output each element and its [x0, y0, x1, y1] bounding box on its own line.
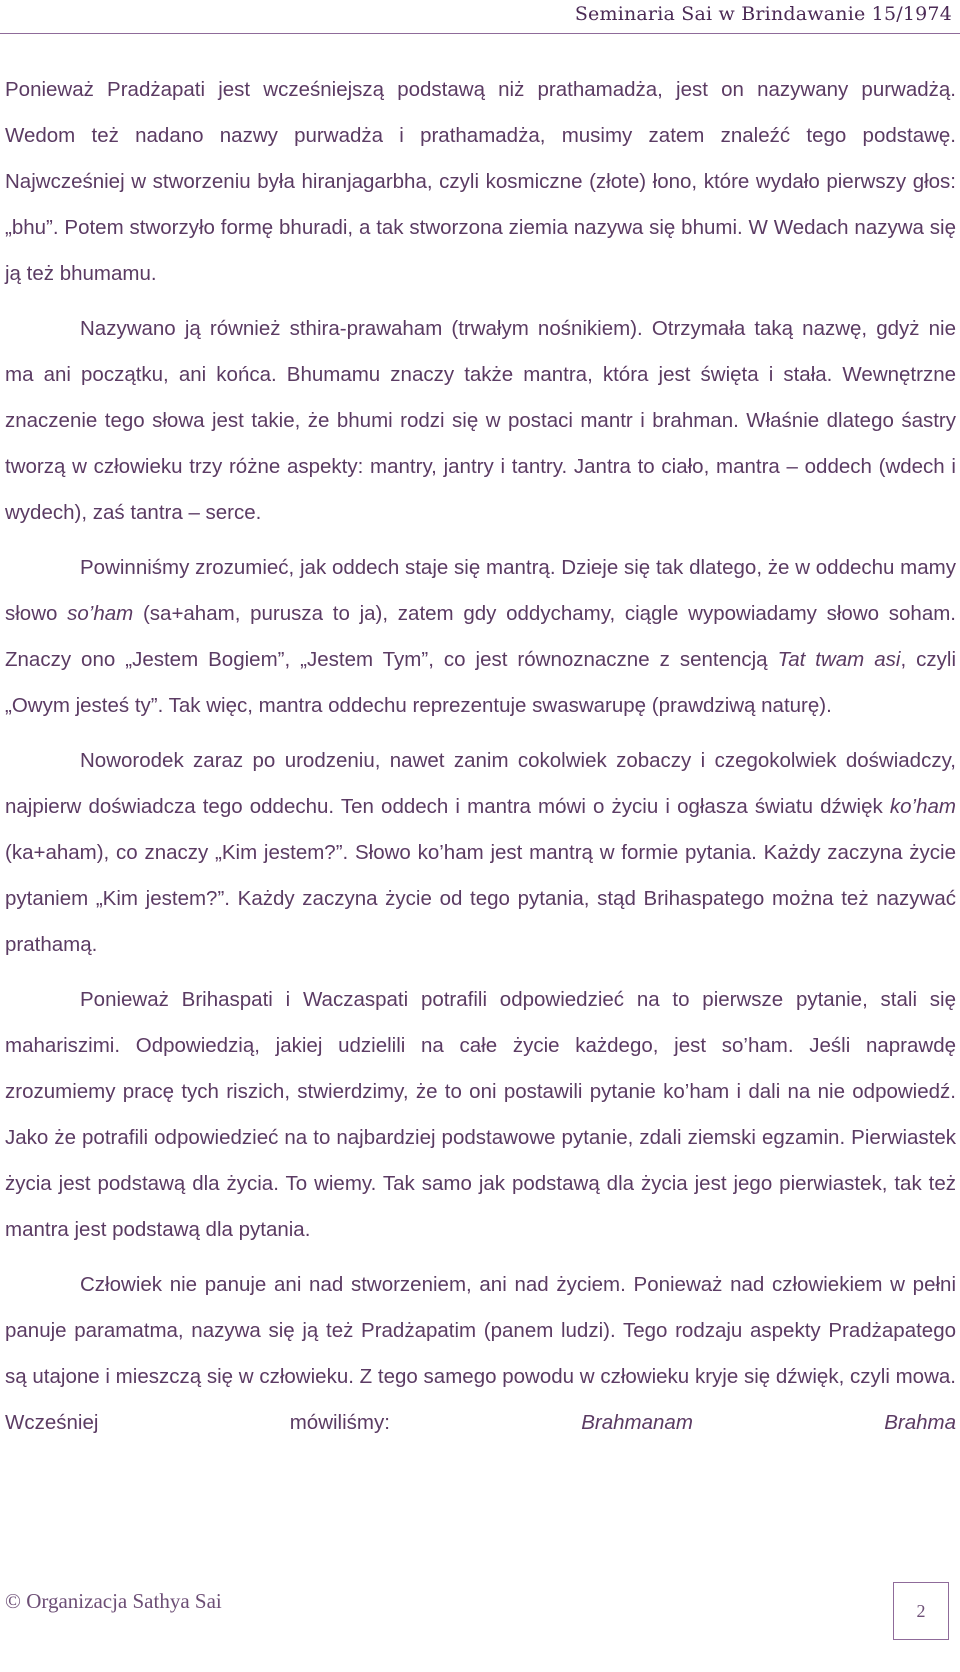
paragraph-3-italic: Tat twam asi: [777, 648, 901, 671]
paragraph-4: [5, 738, 956, 968]
paragraph-2: Nazywano ją również sthira-prawaham (trwałym nośnikiem). Otrzymała taką nazwę, gdyż nie ma ani początku, ani końca. Bhumamu znaczy także mantra, która jest święta i stała. Wewnętrzne znaczenie tego słowa jest takie, że bhumi rodzi się w postaci mantr i brahman. Właśnie dlatego śastry tworzą w człowieku trzy różne aspekty: mantry, jantry i tantry. Jantra to ciało, mantra – oddech (wdech i wydech), zaś tantra – serce.: [5, 317, 956, 524]
paragraph-4-italic: ko’ham: [889, 795, 956, 818]
paragraph-3-text: , czyli „Owym jesteś ty”. Tak więc, mantra oddechu reprezentuje swaswarupę (prawdziwą naturę).: [5, 648, 956, 717]
footer-copyright: © Organizacja Sathya Sai: [5, 1589, 222, 1613]
paragraph-3: [5, 545, 956, 729]
header-divider: [0, 33, 960, 34]
page-number-box: [893, 1582, 949, 1640]
paragraph-1: Ponieważ Pradżapati jest wcześniejszą podstawą niż prathamadża, jest on nazywany purwadżą. Wedom też nadano nazwy purwadża i prathamadża, musimy zatem znaleźć tego podstawę. Najwcześniej w stworzeniu była hiranjagarbha, czyli kosmiczne (złote) łono, które wydało pierwszy głos: „bhu”. Potem stworzyło formę bhuradi, a tak stworzona ziemia nazywa się bhumi. W Wedach nazywa się ją też bhumamu.: [5, 78, 956, 285]
paragraph-3-italic: so’ham: [67, 602, 134, 625]
paragraph-5: Ponieważ Brihaspati i Waczaspati potrafili odpowiedzieć na to pierwsze pytanie, stali się mahariszimi. Odpowiedzią, jakiej udzielili na całe życie każdego, jest so’ham. Jeśli naprawdę zrozumiemy pracę tych riszich, stwierdzimy, że to oni postawili pytanie ko’ham i dali na nie odpowiedź. Jako że potrafili odpowiedzieć na to najbardziej podstawowe pytanie, zdali ziemski egzamin. Pierwiastek życia jest podstawą dla życia. To wiemy. Tak samo jak podstawą dla życia jest jego pierwiastek, tak też mantra jest podstawą dla pytania.: [5, 988, 956, 1241]
paragraph-6-italic: Brahmanam Brahma: [581, 1411, 956, 1434]
page-number: 2: [916, 1600, 926, 1621]
paragraph-3-text: Powinniśmy zrozumieć, jak oddech staje się mantrą. Dzieje się tak dlatego, że w oddechu mamy słowo: [5, 556, 956, 625]
paragraph-6: [5, 1262, 956, 1446]
paragraph-6-text: Człowiek nie panuje ani nad stworzeniem, ani nad życiem. Ponieważ nad człowiekiem w pełni panuje paramatma, nazywa się ją też Pradżapatim (panem ludzi). Tego rodzaju aspekty Pradżapatego są utajone i mieszczą się w człowieku. Z tego samego powodu w człowieku kryje się dźwięk, czyli mowa. Wcześniej mówiliśmy:: [5, 1273, 956, 1434]
body-text: [5, 67, 956, 1455]
running-header: Seminaria Sai w Brindawanie 15/1974: [574, 3, 952, 25]
paragraph-3-text: (sa+aham, purusza to ja), zatem gdy oddychamy, ciągle wypowiadamy słowo soham. Znaczy ono „Jestem Bogiem”, „Jestem Tym”, co jest równoznaczne z sentencją: [5, 602, 956, 671]
paragraph-4-text: (ka+aham), co znaczy „Kim jestem?”. Słowo ko’ham jest mantrą w formie pytania. Każdy zaczyna życie pytaniem „Kim jestem?”. Każdy zaczyna życie od tego pytania, stąd Brihaspatego można też nazywać prathamą.: [5, 841, 956, 956]
paragraph-4-text: Noworodek zaraz po urodzeniu, nawet zanim cokolwiek zobaczy i czegokolwiek doświadczy, najpierw doświadcza tego oddechu. Ten oddech i mantra mówi o życiu i ogłasza światu dźwięk: [5, 749, 956, 818]
